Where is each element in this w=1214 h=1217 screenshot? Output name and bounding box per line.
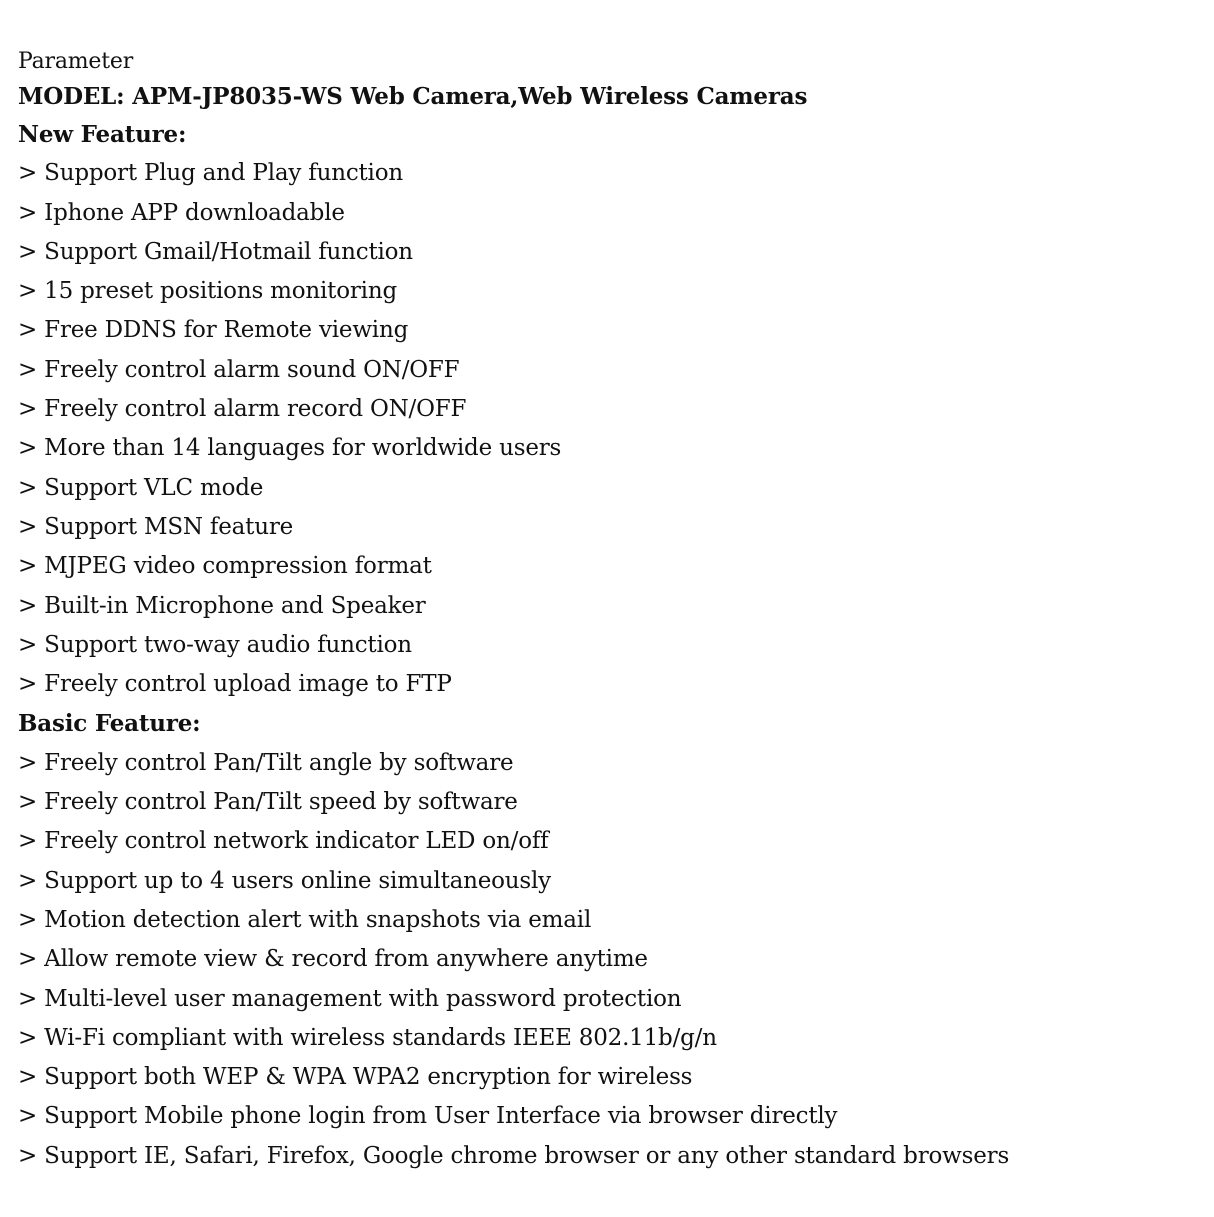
spec-document	[18, 47, 1198, 1176]
list-item: > Freely control upload image to FTP	[18, 671, 452, 698]
new-feature-list	[18, 154, 1198, 704]
list-item: > Free DDNS for Remote viewing	[18, 317, 409, 344]
list-item: > Support both WEP & WPA WPA2 encryption for wireless	[18, 1064, 693, 1091]
list-item: > Freely control network indicator LED on/off	[18, 828, 549, 855]
list-item: > Support Gmail/Hotmail function	[18, 238, 413, 265]
list-item: > MJPEG video compression format	[18, 553, 432, 580]
model-title: MODEL: APM-JP8035-WS Web Camera,Web Wireless Cameras	[18, 83, 808, 110]
list-item: > Support Mobile phone login from User Interface via browser directly	[18, 1103, 838, 1130]
list-item: > Support MSN feature	[18, 513, 294, 540]
list-item: > Freely control alarm record ON/OFF	[18, 396, 467, 423]
list-item: > Support up to 4 users online simultaneously	[18, 867, 551, 894]
basic-feature-heading: Basic Feature:	[18, 710, 201, 738]
list-item: > Support IE, Safari, Firefox, Google chrome browser or any other standard browsers	[18, 1142, 1010, 1169]
list-item: > Multi-level user management with password protection	[18, 985, 682, 1012]
list-item: > 15 preset positions monitoring	[18, 278, 397, 305]
list-item: > Allow remote view & record from anywhere anytime	[18, 946, 648, 973]
new-feature-heading: New Feature:	[18, 121, 187, 148]
list-item: > Support Plug and Play function	[18, 160, 403, 187]
list-item: > Support VLC mode	[18, 474, 264, 501]
list-item: > More than 14 languages for worldwide users	[18, 435, 562, 462]
list-item: > Support two-way audio function	[18, 631, 412, 658]
list-item: > Freely control alarm sound ON/OFF	[18, 356, 460, 383]
list-item: > Wi-Fi compliant with wireless standards IEEE 802.11b/g/n	[18, 1024, 717, 1051]
list-item: > Freely control Pan/Tilt angle by software	[18, 749, 514, 776]
list-item: > Freely control Pan/Tilt speed by software	[18, 789, 518, 816]
list-item: > Iphone APP downloadable	[18, 199, 345, 226]
basic-feature-list	[18, 744, 1198, 1176]
list-item: > Motion detection alert with snapshots via email	[18, 906, 592, 933]
section-label: Parameter	[18, 49, 134, 74]
list-item: > Built-in Microphone and Speaker	[18, 592, 426, 619]
